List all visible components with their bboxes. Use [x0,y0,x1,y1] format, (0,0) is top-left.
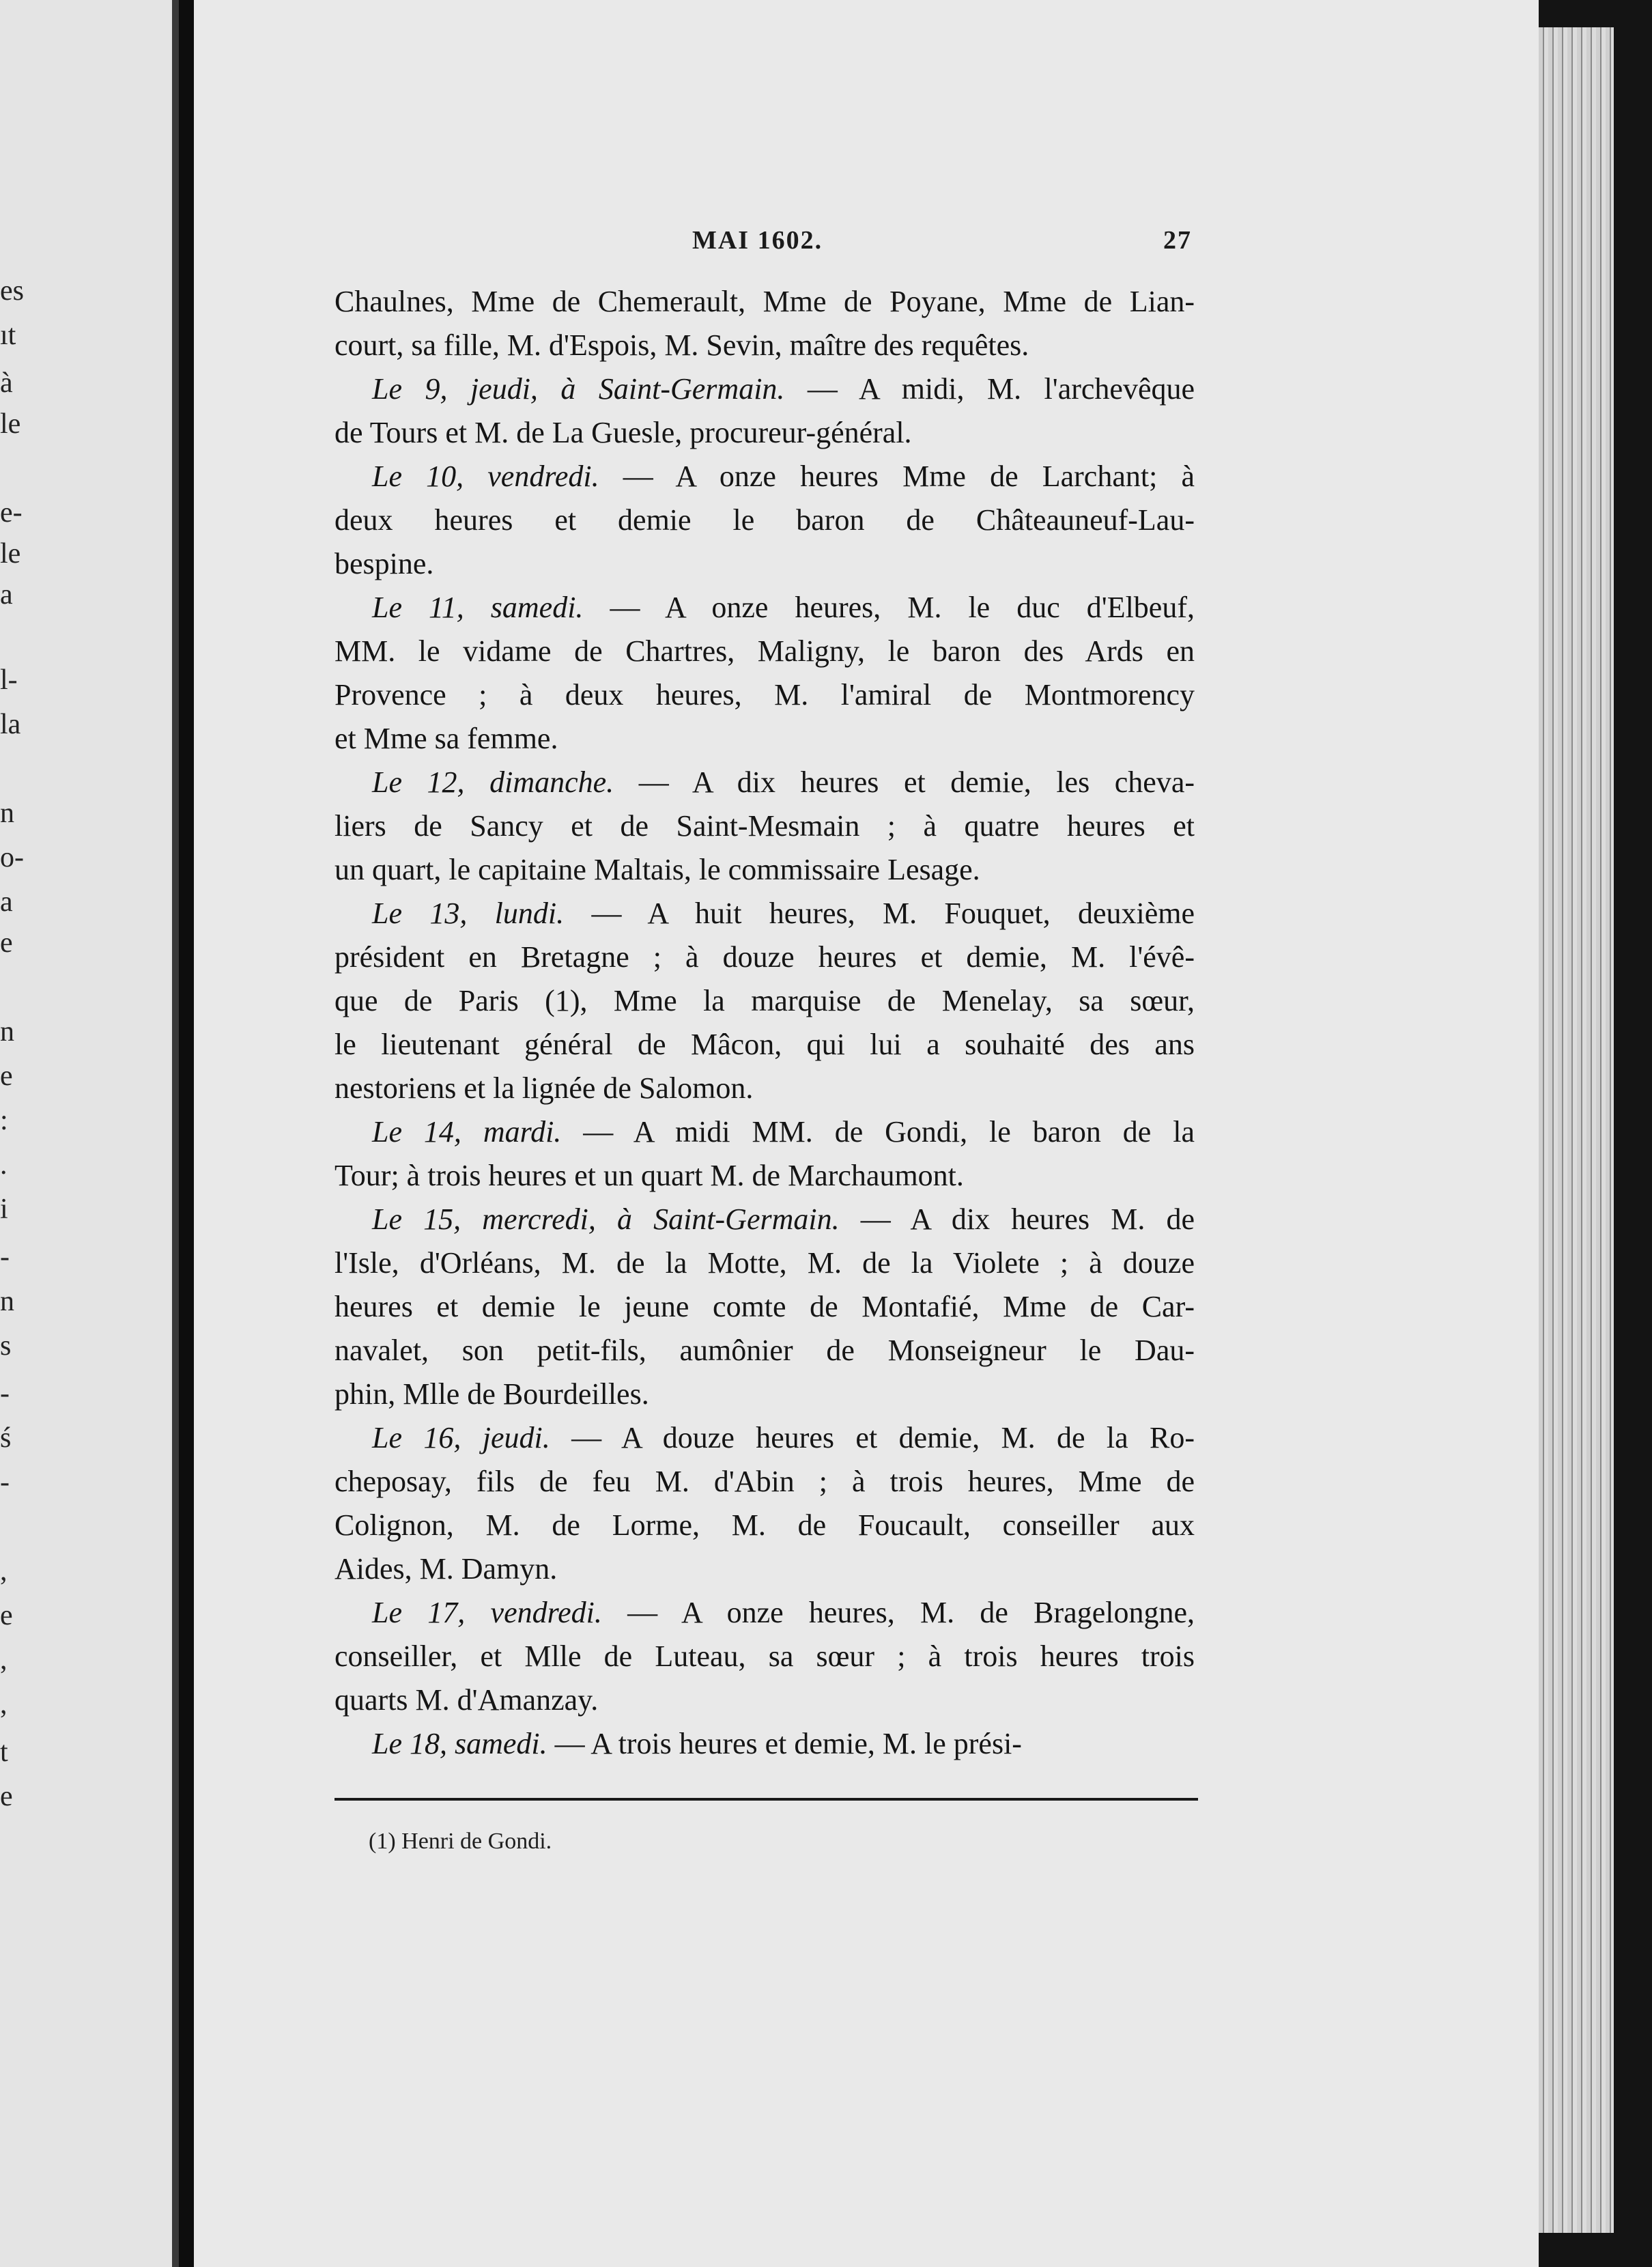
text-line [334,1110,1195,1154]
text-line [334,1198,1195,1241]
text-line: Aides, M. Damyn. [334,1552,558,1586]
entry-date: Le 18, samedi. [372,1727,547,1760]
text-line [334,892,1195,935]
text-line: président en Bretagne ; à douze heures et demie, M. l'évê- [334,940,1195,974]
text-line [334,1722,1195,1766]
text-line: nestoriens et la lignée de Salomon. [334,1071,754,1105]
text-line [334,455,1195,498]
text-line: liers de Sancy et de Saint-Mesmain ; à quatre heures et [334,809,1195,843]
facing-page-fragment: n [0,1286,14,1317]
book-gutter [179,0,194,2267]
facing-page-fragment: - [0,1241,10,1273]
diary-entry [334,1591,1195,1722]
facing-page-fragment: e [0,1600,13,1631]
facing-page-fragment: a [0,886,13,918]
entry-text: — A onze heures Mme de Larchant; à [599,460,1195,493]
entry-text: — A dix heures et demie, les cheva- [614,765,1195,799]
entry-text: — A dix heures M. de [839,1202,1195,1236]
text-line: phin, Mlle de Bourdeilles. [334,1377,649,1411]
text-line: heures et demie le jeune comte de Montafié, Mme de Car- [334,1290,1195,1323]
entry-text: — A trois heures et demie, M. le prési- [547,1727,1022,1760]
diary-entry [334,280,1195,367]
text-line: deux heures et demie le baron de Châteauneuf-Lau- [334,503,1195,537]
text-line: Colignon, M. de Lorme, M. de Foucault, conseiller aux [334,1508,1195,1542]
entry-date: Le 17, vendredi. [372,1596,602,1629]
entry-text: — A onze heures, M. de Bragelongne, [601,1596,1195,1629]
text-line: cheposay, fils de feu M. d'Abin ; à trois heures, Mme de [334,1465,1195,1498]
text-line: quarts M. d'Amanzay. [334,1683,599,1717]
text-line [334,586,1195,630]
diary-entry [334,761,1195,892]
entry-text: — A midi, M. l'archevêque [784,372,1195,406]
diary-entry [334,367,1195,455]
footnote: (1) Henri de Gondi. [369,1829,552,1854]
entry-date: Le 14, mardi. [372,1115,562,1149]
facing-page-edge [172,0,179,2267]
diary-entry [334,892,1195,1110]
facing-page-fragment: n [0,1016,14,1047]
entry-date: Le 10, vendredi. [372,460,599,493]
facing-page-fragment: e [0,927,13,959]
text-line: l'Isle, d'Orléans, M. de la Motte, M. de la Violete ; à douze [334,1246,1195,1280]
page-body [334,280,1195,1766]
facing-page-fragment: la [0,709,21,740]
page-number: 27 [1163,226,1192,255]
diary-entry [334,1110,1195,1198]
entry-date: Le 13, lundi. [372,897,565,930]
facing-page-fragment: l- [0,664,18,696]
facing-page-fragment: : [0,1105,8,1136]
facing-page-fragment: i [0,1194,8,1225]
entry-text: — A onze heures, M. le duc d'Elbeuf, [583,591,1195,624]
entry-text: — A huit heures, M. Fouquet, deuxième [564,897,1195,930]
text-line [334,367,1195,411]
page-header [194,225,1539,266]
facing-page-fragment: e [0,1781,13,1812]
page-stack-edges [1539,27,1614,2233]
facing-page-sliver [0,0,179,2267]
facing-page-fragment: - [0,1467,10,1498]
text-line: et Mme sa femme. [334,722,558,755]
text-line: MM. le vidame de Chartres, Maligny, le baron des Ards en [334,634,1195,668]
text-line [334,761,1195,804]
entry-text: — A douze heures et demie, M. de la Ro- [550,1421,1195,1454]
facing-page-fragment: t [0,1736,8,1768]
footnote-rule [334,1798,1198,1801]
facing-page-fragment: - [0,1378,10,1409]
diary-entry [334,1198,1195,1416]
facing-page-fragment: ś [0,1422,12,1454]
text-line: navalet, son petit-fils, aumônier de Monseigneur le Dau- [334,1334,1195,1367]
facing-page-fragment: s [0,1330,12,1362]
diary-entry [334,1416,1195,1591]
facing-page-fragment: es [0,275,24,307]
facing-page-fragment: . [0,1149,8,1181]
facing-page-fragment: le [0,538,21,569]
entry-date: Le 11, samedi. [372,591,584,624]
text-line: Chaulnes, Mme de Chemerault, Mme de Poyane, Mme de Lian- [334,285,1195,318]
entry-date: Le 15, mercredi, à Saint-Germain. [372,1202,840,1236]
facing-page-fragment: a [0,579,13,610]
text-line [334,1591,1195,1635]
text-line: conseiller, et Mlle de Luteau, sa sœur ; à trois heures trois [334,1639,1195,1673]
text-line [334,1416,1195,1460]
entry-text: — A midi MM. de Gondi, le baron de la [561,1115,1195,1149]
diary-entry [334,586,1195,761]
text-line: le lieutenant général de Mâcon, qui lui a souhaité des ans [334,1028,1195,1061]
facing-page-fragment: ıt [0,320,16,351]
text-line: Tour; à trois heures et un quart M. de Marchaumont. [334,1159,964,1192]
facing-page-fragment: à [0,367,13,399]
text-line: bespine. [334,547,434,580]
running-title: MAI 1602. [692,226,823,255]
facing-page-fragment: n [0,798,14,829]
facing-page-fragment: e- [0,497,23,529]
facing-page-fragment: , [0,1555,8,1587]
text-line: que de Paris (1), Mme la marquise de Menelay, sa sœur, [334,984,1195,1017]
facing-page-fragment: o- [0,842,24,873]
text-line: Provence ; à deux heures, M. l'amiral de Montmorency [334,678,1195,712]
entry-date: Le 9, jeudi, à Saint-Germain. [372,372,785,406]
facing-page-fragment: , [0,1689,8,1720]
entry-date: Le 16, jeudi. [372,1421,550,1454]
text-line: de Tours et M. de La Guesle, procureur-général. [334,416,912,449]
facing-page-fragment: , [0,1644,8,1676]
facing-page-fragment: e [0,1060,13,1092]
diary-entry [334,455,1195,586]
entry-date: Le 12, dimanche. [372,765,614,799]
text-line: un quart, le capitaine Maltais, le commissaire Lesage. [334,853,980,886]
diary-entry [334,1722,1195,1766]
text-line: court, sa fille, M. d'Espois, M. Sevin, maître des requêtes. [334,328,1029,362]
facing-page-fragment: le [0,408,21,440]
